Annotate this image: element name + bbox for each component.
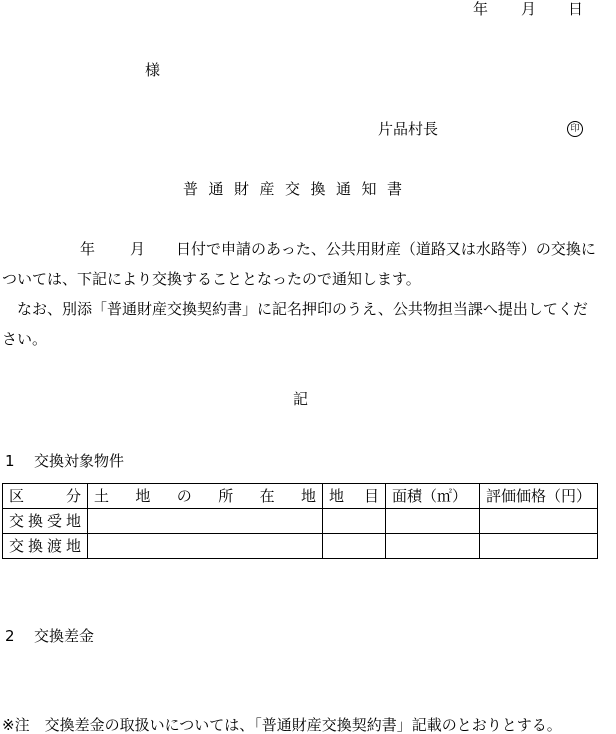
table-row	[3, 509, 598, 534]
date-year: 年	[473, 0, 489, 18]
exchange-objects-table	[2, 483, 598, 559]
header-area: 面積（㎡）	[386, 484, 480, 509]
table-cell	[386, 534, 480, 559]
body-line-4: さい。	[2, 330, 48, 348]
header-valuation: 評価価格（円）	[480, 484, 598, 509]
seal-mark: 印	[567, 121, 583, 137]
table-cell	[323, 509, 386, 534]
section-2-title: 交換差金	[34, 627, 95, 645]
row-label-receive: 交換受地	[3, 509, 88, 534]
body-line-3: なお、別添「普通財産交換契約書」に記名押印のうえ、公共物担当課へ提出してくだ	[17, 300, 588, 318]
date-day: 日	[568, 0, 584, 18]
table-cell	[88, 509, 323, 534]
sender-title: 片品村長	[378, 120, 439, 138]
ki-heading: 記	[293, 390, 309, 408]
row-label-give: 交換渡地	[3, 534, 88, 559]
date-month: 月	[521, 0, 537, 18]
body-line-2: ついては、下記により交換することとなったので通知します。	[2, 270, 421, 288]
document-title: 普通財産交換通知書	[183, 180, 413, 198]
section-1-number: 1	[5, 452, 15, 470]
body-year: 年	[80, 240, 96, 258]
table-cell	[480, 509, 598, 534]
table-cell	[88, 534, 323, 559]
addressee-suffix: 様	[145, 61, 161, 79]
table-cell	[386, 509, 480, 534]
body-month: 月	[130, 240, 146, 258]
table-row	[3, 534, 598, 559]
section-2-number: 2	[5, 627, 15, 645]
table-cell	[323, 534, 386, 559]
footnote: ※注 交換差金の取扱いについては、「普通財産交換契約書」記載のとおりとする。	[2, 716, 562, 734]
header-land-category: 地 目	[323, 484, 386, 509]
table-header-row	[3, 484, 598, 509]
section-1-title: 交換対象物件	[34, 452, 125, 470]
body-line-1: 日付で申請のあった、公共用財産（道路又は水路等）の交換に	[176, 240, 596, 258]
table-cell	[480, 534, 598, 559]
header-land-location: 土 地 の 所 在 地	[88, 484, 323, 509]
header-category: 区 分	[3, 484, 88, 509]
